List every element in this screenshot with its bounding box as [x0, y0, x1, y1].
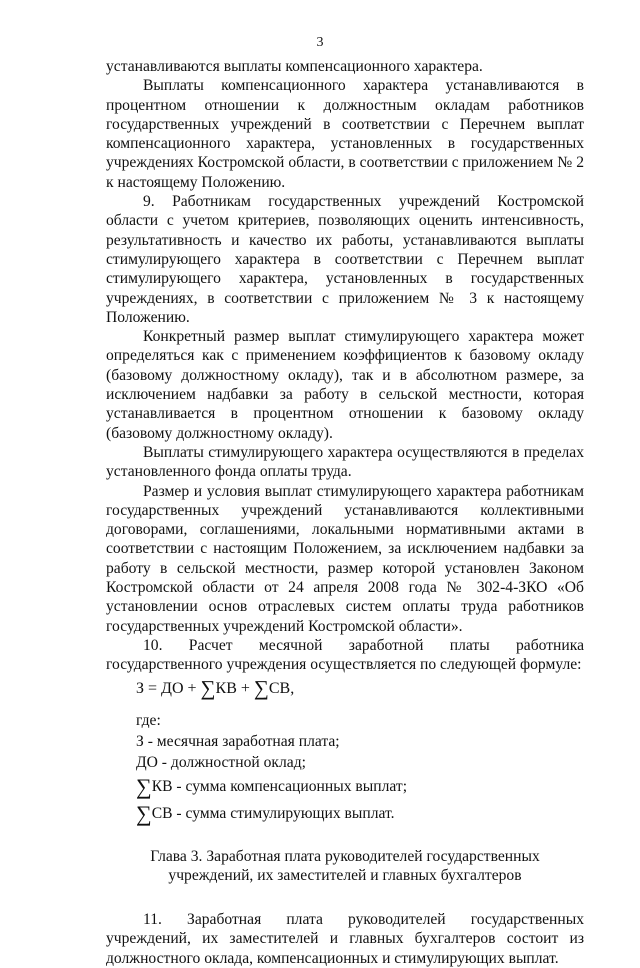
paragraph-compensation-payments: Выплаты компенсационного характера устанавливаются в процентном отношении к должностным окладам работников государственных учреждений в соответствии с Перечнем выплат компенсационного характера, установленных в государственных учреждениях Костромской области, в соответствии с приложением № 2 к настоящему Положению.	[106, 77, 584, 191]
paragraph-size-conditions: Размер и условия выплат стимулирующего характера работникам государственных учреждений устанавливаются коллективными договорами, соглашениями, локальными нормативными актами в соответствии с настоящим Положением, за исключением надбавки за работу в сельской местности, размер которой установлен Законом Костромской области от 24 апреля 2008 года № 302-4-ЗКО «Об установлении основ отраслевых систем оплаты труда работников государственных учреждений Костромской области».	[106, 482, 584, 635]
legend-do: ДО - должностной оклад;	[136, 753, 306, 771]
chapter-title-line-2: учреждений, их заместителей и главных бухгалтеров	[168, 866, 522, 884]
paragraph-10: 10. Расчет месячной заработной платы работника государственного учреждения осуществляется по следующей формуле:	[106, 636, 584, 674]
sigma-symbol: ∑	[136, 773, 152, 799]
paragraph-continuation: устанавливаются выплаты компенсационного характера.	[106, 58, 483, 75]
legend-where: где:	[136, 711, 161, 729]
paragraph-9: 9. Работникам государственных учреждений Костромской области с учетом критериев, позволяющих оценить интенсивность, результативность и качество их работы, устанавливаются выплаты стимулирующего характера в соответствии с Перечнем выплат стимулирующего характера, установленных в государственных учреждениях, в соответствии с приложением № 3 к настоящему Положению.	[106, 193, 584, 326]
legend-sv-symbol: СВ	[151, 804, 173, 822]
formula-term-kv: КВ +	[215, 679, 254, 697]
paragraph-specific-amount: Конкретный размер выплат стимулирующего характера может определяться как с применением коэффициентов к базовому окладу (базовому должностному окладу), так и в абсолютном размере, за исключением надбавки за работу в сельской местности, которая устанавливается в процентном отношении к базовому окладу (базовому должностному окладу).	[106, 328, 584, 442]
chapter-heading	[106, 847, 584, 886]
legend-sv	[136, 800, 584, 827]
formula-lhs: З = ДО +	[136, 679, 201, 697]
salary-formula	[136, 675, 584, 700]
document-body	[106, 57, 584, 968]
legend-kv-symbol: КВ	[151, 777, 173, 795]
formula-term-sv: СВ,	[268, 679, 295, 697]
sigma-symbol: ∑	[253, 675, 269, 700]
page-number: 3	[316, 35, 324, 50]
legend-sv-description: - сумма стимулирующих выплат.	[172, 804, 395, 822]
sigma-symbol: ∑	[136, 800, 152, 826]
legend-kv-description: - сумма компенсационных выплат;	[172, 777, 408, 795]
chapter-title-line-1: Глава 3. Заработная плата руководителей государственных	[150, 847, 540, 865]
paragraph-11: 11. Заработная плата руководителей государственных учреждений, их заместителей и главных бухгалтеров состоит из должностного оклада, компенсационных и стимулирующих выплат.	[106, 911, 584, 967]
paragraph-within-fund: Выплаты стимулирующего характера осуществляются в пределах установленного фонда оплаты труда.	[106, 443, 584, 481]
formula-legend	[136, 710, 584, 827]
sigma-symbol: ∑	[200, 675, 216, 700]
legend-z: З - месячная заработная плата;	[136, 732, 340, 750]
legend-kv	[136, 773, 584, 800]
